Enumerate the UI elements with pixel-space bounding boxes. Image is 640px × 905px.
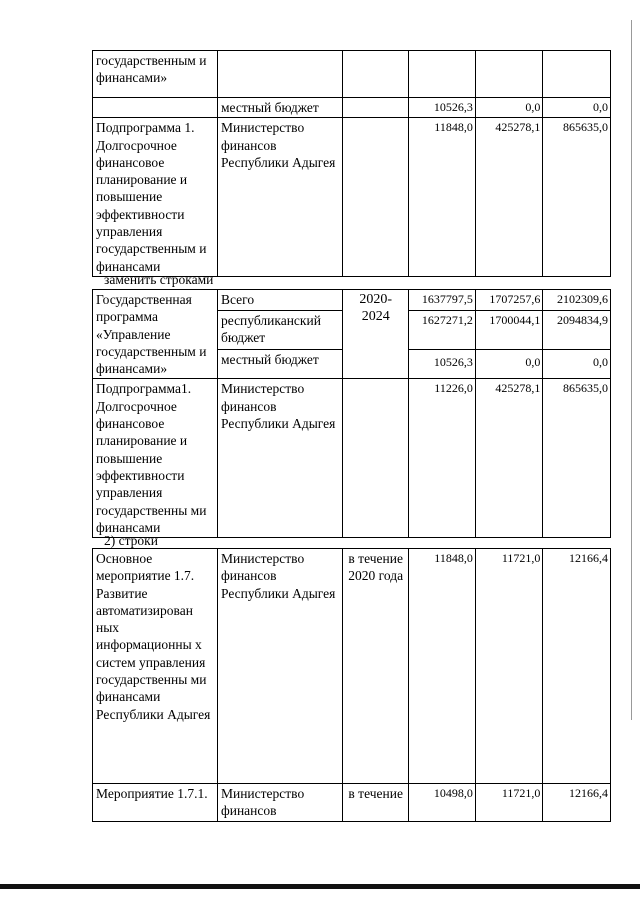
cell-value (409, 51, 475, 98)
cell-value (543, 51, 611, 98)
cell-period: 2020-2024 (342, 290, 408, 379)
cell-source: Всего (217, 290, 342, 311)
cell-executor (217, 51, 342, 98)
cell-value: 0,0 (475, 350, 543, 379)
cell-period (342, 51, 408, 98)
cell-value: 865635,0 (543, 118, 611, 277)
table-activity-rows (92, 548, 611, 822)
caption-rows: 2) строки (104, 533, 158, 548)
cell-period: в течение 2020 года (342, 549, 408, 784)
cell-value: 1707257,6 (475, 290, 543, 311)
cell-period (342, 379, 408, 538)
scan-bottom-bar (0, 884, 640, 889)
cell-value: 12166,4 (543, 549, 611, 784)
table-original-rows (92, 50, 611, 277)
cell-value: 11848,0 (409, 118, 475, 277)
cell-source: местный бюджет (217, 350, 342, 379)
cell-value: 2094834,9 (543, 311, 611, 350)
table-row (93, 290, 611, 311)
cell-value: 10526,3 (409, 98, 475, 118)
cell-value: 1700044,1 (475, 311, 543, 350)
cell-executor: Министерство финансов Республики Адыгея (217, 549, 342, 784)
table-row (93, 98, 611, 118)
cell-name: Подпрограмма1. Долгосрочное финансовое планирование и повышение эффективности управления государственны ми финансами (93, 379, 218, 538)
cell-value: 0,0 (543, 350, 611, 379)
cell-executor: Министерство финансов Республики Адыгея (217, 118, 342, 277)
cell-period: в течение (342, 784, 408, 822)
cell-value: 425278,1 (475, 118, 543, 277)
cell-value: 11848,0 (409, 549, 475, 784)
cell-value: 425278,1 (475, 379, 543, 538)
cell-value: 11721,0 (475, 549, 543, 784)
scan-edge-line (631, 20, 632, 720)
cell-value (475, 51, 543, 98)
cell-value: 10498,0 (409, 784, 475, 822)
cell-value: 865635,0 (543, 379, 611, 538)
table-row (93, 51, 611, 98)
cell-name: Основное мероприятие 1.7. Развитие автоматизирован ных информационны х систем управления государственны ми финансами Республики Адыгея (93, 549, 218, 784)
cell-value: 1637797,5 (409, 290, 475, 311)
cell-name (93, 98, 218, 118)
cell-period (342, 118, 408, 277)
cell-value: 12166,4 (543, 784, 611, 822)
cell-value: 10526,3 (409, 350, 475, 379)
cell-value: 2102309,6 (543, 290, 611, 311)
cell-executor: Министерство финансов (217, 784, 342, 822)
cell-value: 11226,0 (409, 379, 475, 538)
cell-period (342, 98, 408, 118)
cell-executor: Министерство финансов Республики Адыгея (217, 379, 342, 538)
table-row (93, 118, 611, 277)
cell-name: государственным и финансами» (93, 51, 218, 98)
cell-name: Подпрограмма 1. Долгосрочное финансовое планирование и повышение эффективности управления государственным и финансами (93, 118, 218, 277)
table-row (93, 379, 611, 538)
cell-value: 1627271,2 (409, 311, 475, 350)
cell-value: 11721,0 (475, 784, 543, 822)
table-row (93, 549, 611, 784)
cell-program-name: Государственная программа «Управление государственным и финансами» (93, 290, 218, 379)
table-replacement-rows (92, 289, 611, 538)
cell-value: 0,0 (475, 98, 543, 118)
cell-executor: местный бюджет (217, 98, 342, 118)
cell-value: 0,0 (543, 98, 611, 118)
caption-replace-with-rows: заменить строками (104, 272, 214, 287)
table-row (93, 784, 611, 822)
cell-name: Мероприятие 1.7.1. (93, 784, 218, 822)
cell-source: республиканский бюджет (217, 311, 342, 350)
